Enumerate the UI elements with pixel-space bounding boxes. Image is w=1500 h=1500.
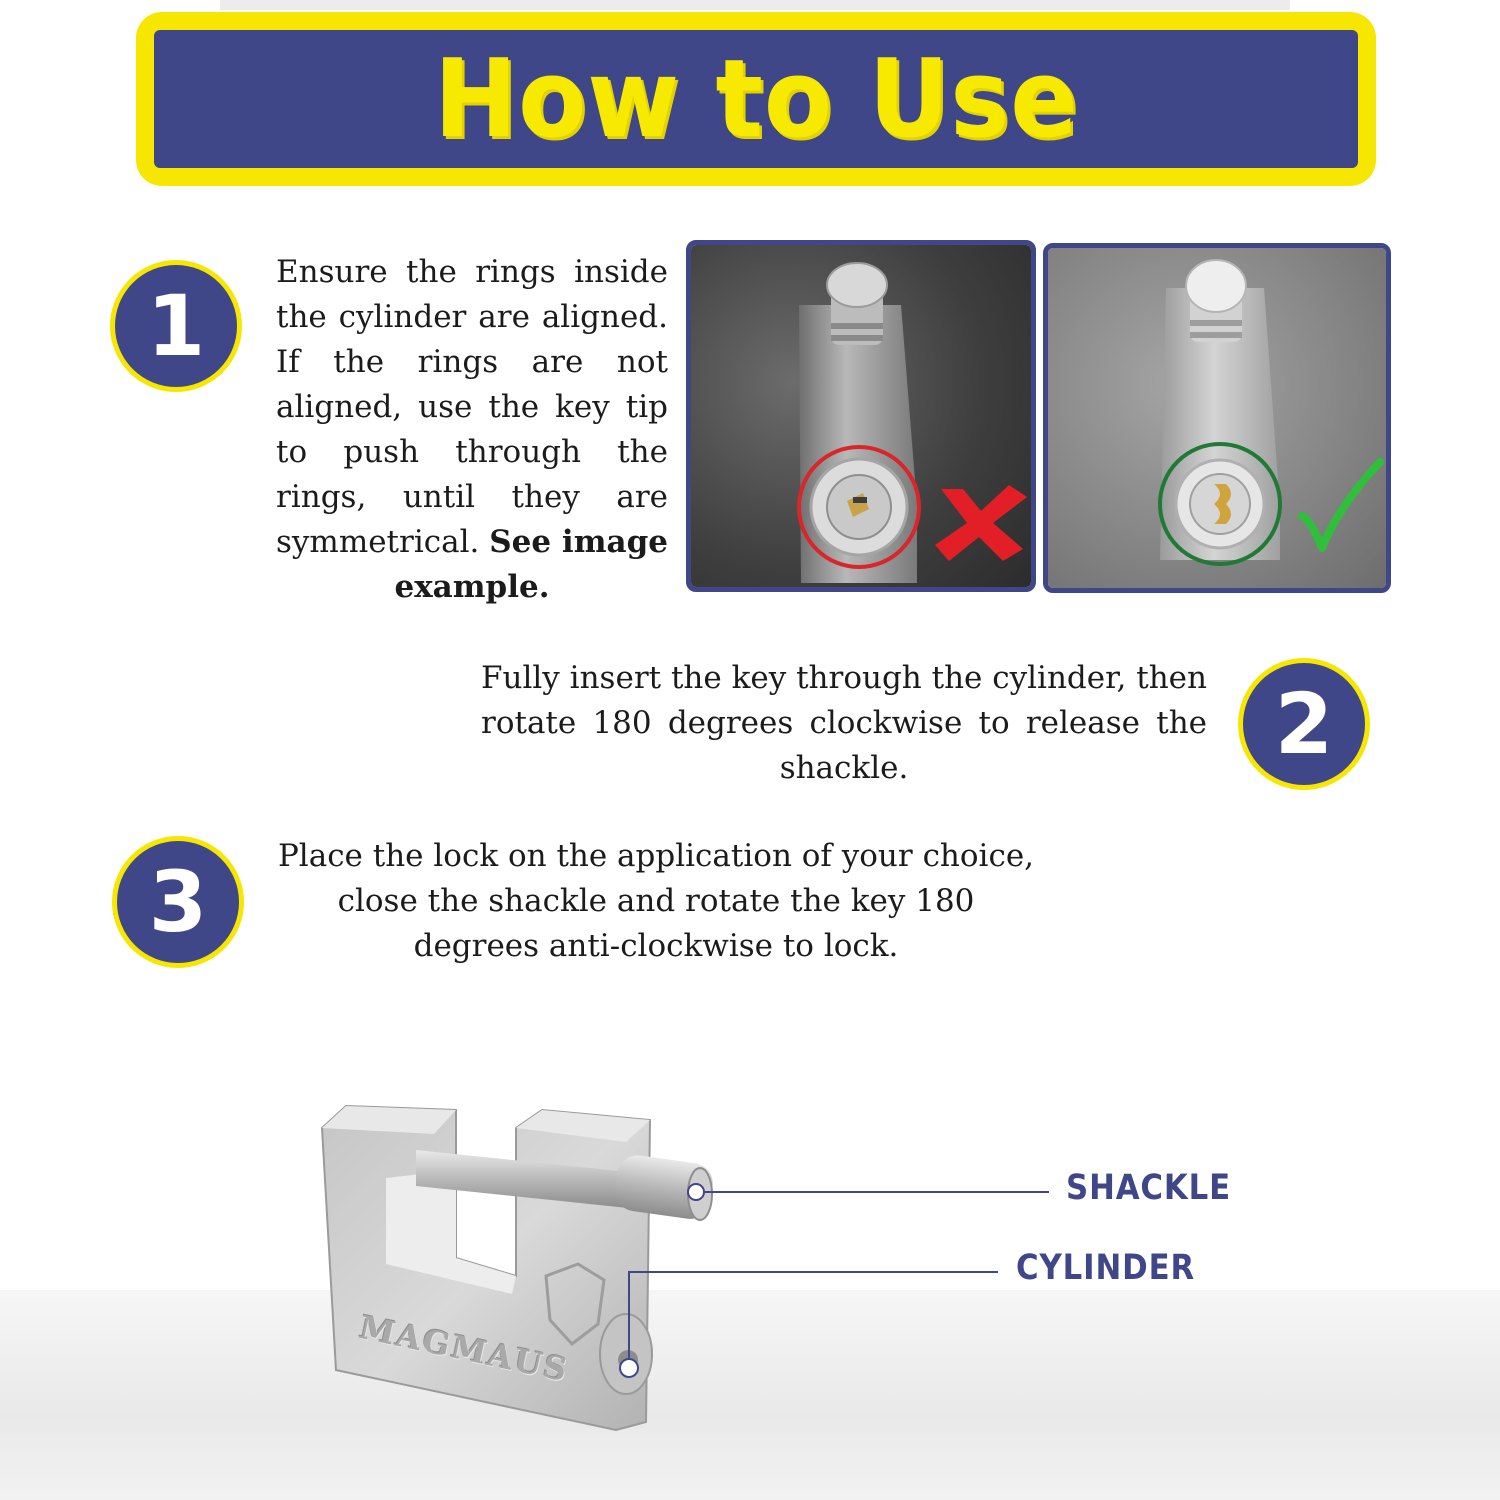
- check-icon: [1296, 456, 1386, 556]
- cylinder-label: CYLINDER: [1016, 1248, 1196, 1288]
- shackle-label: SHACKLE: [1066, 1168, 1232, 1208]
- cross-icon: [931, 483, 1031, 563]
- top-strip: [220, 0, 1290, 10]
- step-1-badge: [110, 260, 242, 392]
- step-2-text: Fully insert the key through the cylinder, then rotate 180 degrees clockwise to release the shackle.: [481, 660, 1207, 786]
- step-2-badge: [1238, 658, 1370, 790]
- title-banner-inner: [154, 30, 1358, 168]
- cylinder-pointer-dot: [619, 1358, 639, 1378]
- example-photo-aligned: [1043, 243, 1391, 593]
- step-3-badge: [112, 836, 244, 968]
- cylinder-pointer-line: [628, 1271, 998, 1273]
- example-photo-not-aligned: [686, 240, 1036, 592]
- page-title: How to Use: [433, 36, 1079, 162]
- padlock-illustration: [316, 1098, 736, 1438]
- step-3-text: Place the lock on the application of your choice, close the shackle and rotate the key 180 degrees anti-clockwise to lock.: [277, 838, 1035, 964]
- title-banner: [136, 12, 1376, 186]
- step-1-text: [276, 250, 668, 610]
- step-1-emphasis: See image example.: [394, 524, 668, 605]
- step-1-number: 1: [146, 277, 206, 375]
- step-3-number: 3: [148, 853, 208, 951]
- floor-background: [0, 1290, 1500, 1500]
- brand-mark: MAGMAUS: [356, 1308, 573, 1390]
- step-1-body: Ensure the rings inside the cylinder are aligned. If the rings are not aligned, use the key tip to push through the rings, until they are symmetrical.: [276, 254, 668, 560]
- step-2-number: 2: [1274, 675, 1334, 773]
- cylinder-pointer-vertical: [628, 1271, 630, 1359]
- shackle-pointer-line: [703, 1191, 1049, 1193]
